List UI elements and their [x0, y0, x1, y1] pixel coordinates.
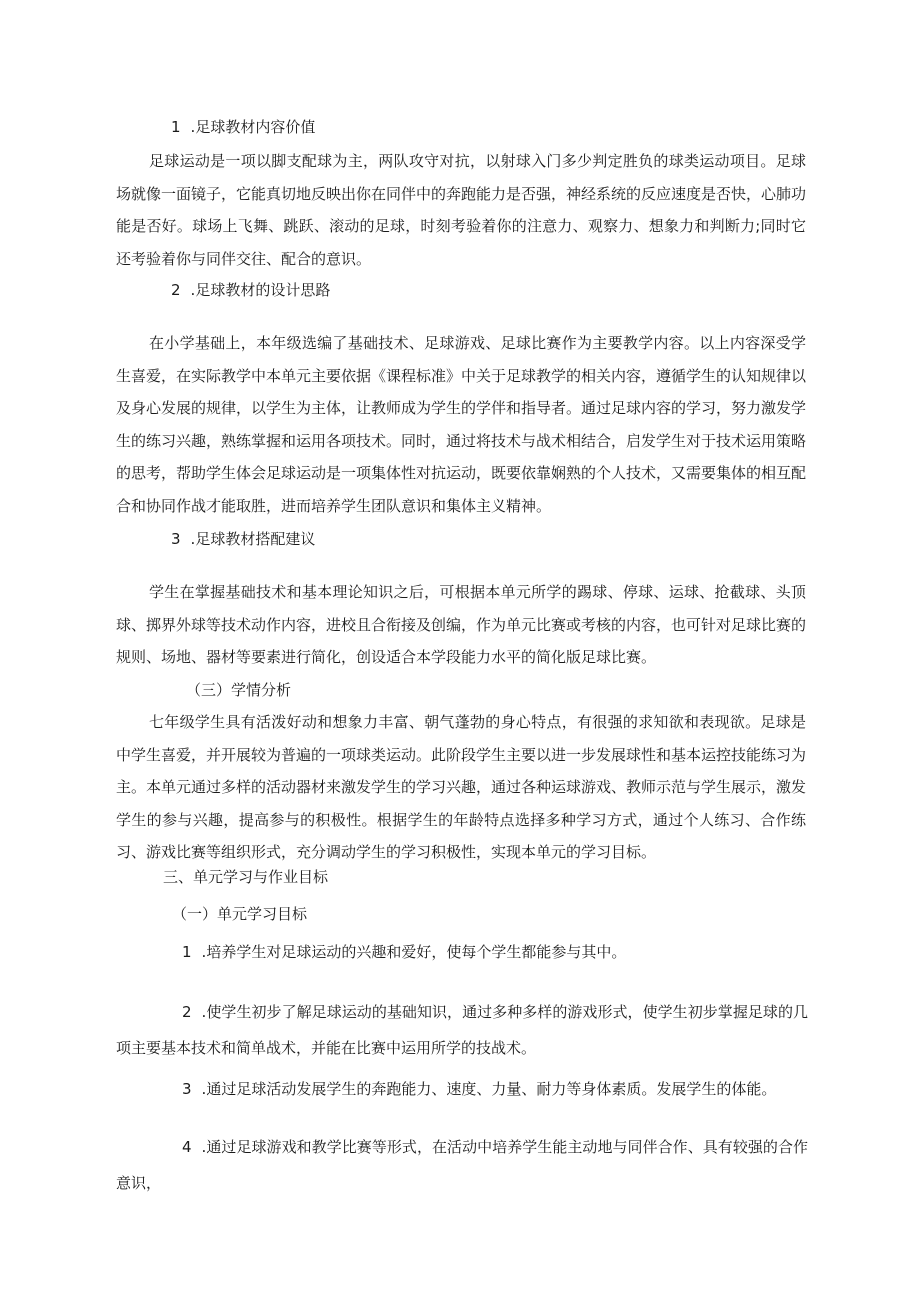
paragraph-pairing-suggestion: 学生在掌握基础技术和基本理论知识之后，可根据本单元所学的踢球、停球、运球、抢截球、头顶球、掷界外球等技术动作内容，进校且合衔接及创编，作为单元比赛或考核的内容，也可针对足球比赛的规则、场地、器材等要素进行简化，创设适合本学段能力水平的简化版足球比赛。 [116, 583, 807, 666]
paragraph-learning-analysis: 七年级学生具有活泼好动和想象力丰富、朝气蓬勃的身心特点，有很强的求知欲和表现欲。足球是中学生喜爱，并开展较为普遍的一项球类运动。此阶段学生主要以进一步发展球性和基本运控技能练习为主。本单元通过多样的活动器材来激发学生的学习兴趣，通过各种运球游戏、教师示范与学生展示，激发学生的参与兴趣，提高参与的积极性。根据学生的年龄特点选择多种学习方式，通过个人练习、合作练习、游戏比赛等组织形式，充分调动学生的学习积极性，实现本单元的学习目标。 [116, 713, 807, 861]
list-item-goal-1 [116, 934, 808, 970]
section-number: 3 [171, 530, 181, 548]
list-item-goal-4 [116, 1129, 808, 1201]
list-item-goal-3 [116, 1071, 808, 1107]
section-heading-2 [171, 279, 330, 301]
section-number: 2 [171, 281, 181, 299]
list-item-goal-2 [116, 994, 808, 1066]
paragraph-design-idea: 在小学基础上，本年级选编了基础技术、足球游戏、足球比赛作为主要教学内容。以上内容深受学生喜爱，在实际教学中本单元主要依据《课程标准》中关于足球教学的相关内容，遵循学生的认知规律以及身心发展的规律，以学生为主体，让教师成为学生的学伴和指导者。通过足球内容的学习，努力激发学生的练习兴趣，熟练掌握和运用各项技术。同时，通过将技术与战术相结合，启发学生对于技术运用策略的思考，帮助学生体会足球运动是一项集体性对抗运动，既要依靠娴熟的个人技术，又需要集体的相互配合和协同作战才能取胜，进而培养学生团队意识和集体主义精神。 [116, 334, 807, 515]
goal-number: 1 [182, 943, 192, 961]
goal-text: .使学生初步了解足球运动的基础知识，通过多种多样的游戏形式，使学生初步掌握足球的几项主要基本技术和简单战术，并能在比赛中运用所学的技战术。 [116, 1003, 808, 1057]
section-heading-1 [171, 116, 315, 138]
section-title: .足球教材的设计思路 [190, 281, 331, 299]
section-heading-3 [171, 528, 315, 550]
section-number: 1 [171, 118, 181, 136]
section-title: .足球教材搭配建议 [190, 530, 316, 548]
goal-text: .培养学生对足球运动的兴趣和爱好，使每个学生都能参与其中。 [201, 943, 627, 961]
goal-text: .通过足球活动发展学生的奔跑能力、速度、力量、耐力等身体素质。发展学生的体能。 [201, 1080, 777, 1098]
section-heading-learning-analysis: （三）学情分析 [186, 681, 292, 699]
goal-number: 3 [182, 1080, 192, 1098]
paragraph-textbook-value: 足球运动是一项以脚支配球为主，两队攻守对抗，以射球入门多少判定胜负的球类运动项目。足球场就像一面镜子，它能真切地反映出你在同伴中的奔跑能力是否强，神经系统的反应速度是否快，心肺功能是否好。球场上飞舞、跳跃、滚动的足球，时刻考验着你的注意力、观察力、想象力和判断力;同时它还考验着你与同伴交往、配合的意识。 [116, 152, 807, 268]
section-heading-unit-goals: 三、单元学习与作业目标 [163, 868, 329, 886]
section-heading-unit-learning-goals: （一）单元学习目标 [172, 905, 308, 923]
goal-number: 4 [182, 1138, 192, 1156]
goal-number: 2 [182, 1003, 192, 1021]
section-title: .足球教材内容价值 [190, 118, 316, 136]
goal-text: .通过足球游戏和教学比赛等形式，在活动中培养学生能主动地与同伴合作、具有较强的合作意识， [116, 1138, 808, 1192]
